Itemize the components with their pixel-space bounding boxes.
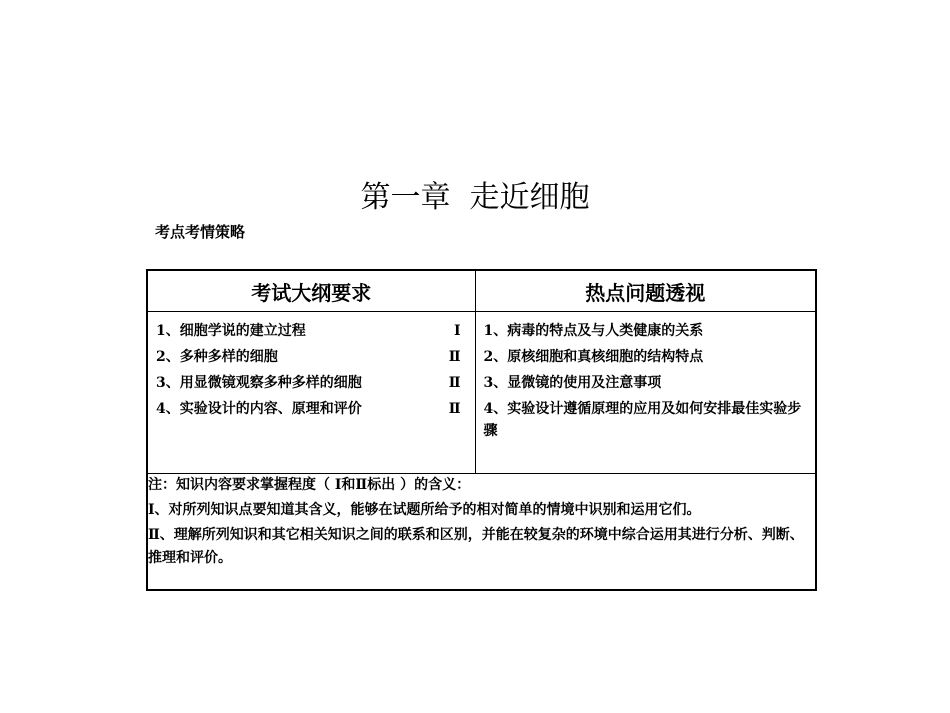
requirements-cell — [147, 312, 475, 474]
note-level-two: Ⅱ、理解所列知识和其它相关知识之间的联系和区别，并能在较复杂的环境中综合运用其进行分析、判断、推理和评价。 — [148, 526, 804, 566]
requirement-level: Ⅰ — [453, 323, 461, 339]
header-hotspot-issues: 热点问题透视 — [475, 270, 816, 312]
requirement-level: Ⅱ — [448, 349, 461, 365]
list-item: 2、原核细胞和真核细胞的结构特点 — [483, 349, 704, 365]
list-item: 4、实验设计遵循原理的应用及如何安排最佳实验步骤 — [483, 401, 802, 439]
requirement-text: 2、多种多样的细胞 — [156, 349, 278, 365]
table-notes-row — [147, 473, 816, 590]
exam-outline-table — [146, 269, 817, 591]
note-level-one: Ⅰ、对所列知识点要知道其含义，能够在试题所给予的相对简单的情境中识别和运用它们。 — [148, 501, 701, 518]
chapter-title: 第一章 走近细胞 — [360, 180, 590, 215]
header-exam-requirements: 考试大纲要求 — [147, 270, 475, 312]
list-item — [156, 370, 467, 396]
table-content-row — [147, 312, 816, 474]
list-item: 3、显微镜的使用及注意事项 — [483, 375, 662, 391]
section-label: 考点考情策略 — [155, 223, 246, 241]
note-heading: 注：知识内容要求掌握程度（ Ⅰ和Ⅱ标出 ）的含义： — [148, 476, 471, 493]
requirement-level: Ⅱ — [448, 375, 461, 391]
requirement-text: 4、实验设计的内容、原理和评价 — [156, 401, 362, 417]
requirement-level: Ⅱ — [448, 401, 461, 417]
table-header-row — [147, 270, 816, 312]
list-item — [156, 318, 467, 344]
notes-cell — [147, 473, 816, 590]
hotspots-list — [476, 312, 816, 446]
list-item: 1、病毒的特点及与人类健康的关系 — [483, 323, 704, 339]
list-item — [156, 396, 467, 422]
list-item — [156, 344, 467, 370]
hotspots-cell — [475, 312, 816, 474]
requirement-text: 3、用显微镜观察多种多样的细胞 — [156, 375, 362, 391]
requirements-list — [148, 312, 475, 426]
requirement-text: 1、细胞学说的建立过程 — [156, 323, 306, 339]
